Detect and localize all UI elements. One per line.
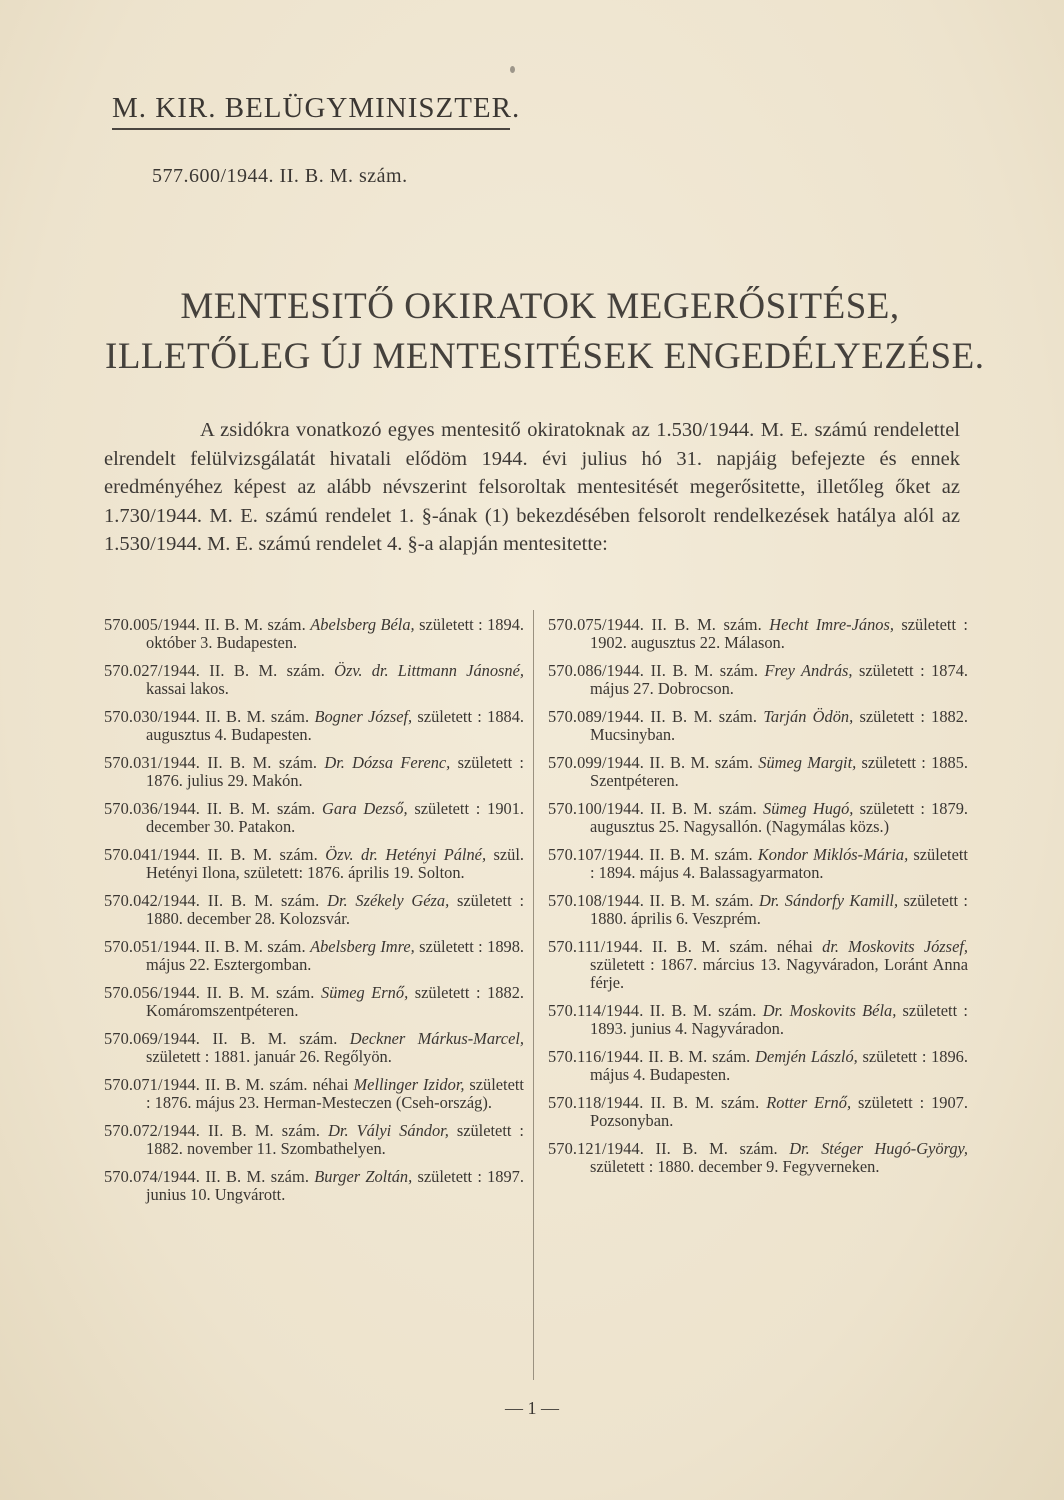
document-number: 577.600/1944. II. B. M. szám. — [152, 165, 408, 187]
column-divider — [533, 610, 534, 1380]
entry-details: született : 1893. junius 4. Nagyváradon. — [590, 1001, 968, 1039]
entry-details: született : 1880. április 6. Veszprém. — [590, 891, 968, 929]
entry-number: 570.116/1944. II. B. M. szám. — [548, 1047, 751, 1067]
entry-number: 570.107/1944. II. B. M. szám. — [548, 845, 753, 864]
entry-details: szül. Hetényi Ilona, született: 1876. április 19. Solton. — [146, 845, 525, 883]
entry-details: született : 1897. junius 10. Ungvárott. — [146, 1167, 524, 1205]
entry-details: született : 1876. május 23. Herman-Mesteczen (Cseh-ország). — [146, 1075, 524, 1113]
entry-details: született : 1880. december 9. Fegyverneken. — [590, 1157, 880, 1177]
entry-details: született : 1874. május 27. Dobrocson. — [590, 661, 968, 699]
ink-spot — [510, 66, 515, 73]
entry-name: Rotter Ernő, — [766, 1093, 852, 1113]
left-entry-column — [104, 616, 524, 1214]
registry-entry — [548, 616, 968, 652]
entry-number: 570.069/1944. II. B. M. szám. — [104, 1029, 338, 1048]
entry-number: 570.072/1944. II. B. M. szám. — [104, 1121, 321, 1140]
registry-entry — [548, 800, 968, 836]
entry-details: született : 1884. augusztus 4. Budapesten. — [146, 707, 525, 745]
entry-number: 570.086/1944. II. B. M. szám. — [548, 661, 759, 680]
entry-number: 570.089/1944. II. B. M. szám. — [548, 707, 758, 726]
intro-paragraph: A zsidókra vonatkozó egyes mentesitő okiratoknak az 1.530/1944. M. E. számú rendelettel elrendelt felülvizsgálatát hivatali elődöm 1944. évi julius hó 31. napjáig befejezte és ennek eredményéhez képest az alább névszerint felsoroltak mentesitését megerősitette, illetőleg őket az 1.730/1944. M. E. számú rendelet 1. §-ának (1) bekezdésében felsorolt rendelkezések hatálya alól az 1.530/1944. M. E. számú rendelet 4. §-a alapján mentesitette: — [104, 419, 960, 556]
entry-details: született : 1879. augusztus 25. Nagysallón. (Nagymálas közs.) — [590, 799, 968, 837]
entry-name: Burger Zoltán, — [314, 1167, 413, 1186]
entry-details: született : 1885. Szentpéteren. — [590, 753, 968, 791]
entry-name: Bogner József, — [314, 707, 413, 726]
entry-name: Demjén László, — [755, 1047, 858, 1067]
registry-entry — [104, 1122, 524, 1158]
entry-details: született : 1882. Komáromszentpéteren. — [146, 983, 524, 1021]
registry-entry — [104, 708, 524, 744]
registry-entry — [104, 892, 524, 928]
registry-entry — [548, 1002, 968, 1038]
entry-details: született : 1907. Pozsonyban. — [590, 1093, 968, 1131]
entry-number: 570.074/1944. II. B. M. szám. — [104, 1167, 310, 1186]
registry-entry — [548, 1140, 968, 1176]
entry-name: dr. Moskovits József, — [822, 937, 968, 956]
entry-name: Gara Dezső, — [322, 799, 408, 818]
registry-entry — [548, 662, 968, 698]
registry-entry — [104, 616, 524, 652]
right-entry-column — [548, 616, 968, 1186]
entry-details: született : 1882. Mucsinyban. — [590, 707, 968, 745]
entry-name: Tarján Ödön, — [763, 707, 854, 726]
registry-entry — [548, 1048, 968, 1084]
entry-name: Sümeg Hugó, — [763, 799, 854, 818]
registry-entry — [548, 846, 968, 882]
entry-name: Dr. Sándorfy Kamill, — [758, 891, 899, 910]
entry-number: 570.051/1944. II. B. M. szám. — [104, 937, 306, 956]
entry-details: született : 1901. december 30. Patakon. — [146, 799, 525, 837]
entry-details: született : 1881. január 26. Regőlyön. — [146, 1047, 392, 1067]
entry-name: Dr. Dózsa Ferenc, — [324, 753, 451, 772]
entry-number: 570.005/1944. II. B. M. szám. — [104, 615, 306, 634]
entry-name: Özv. dr. Littmann Jánosné, — [334, 661, 524, 680]
entry-name: Dr. Moskovits Béla, — [762, 1001, 897, 1021]
entry-name: Sümeg Margit, — [758, 753, 857, 772]
entry-details: született : 1894. május 4. Balassagyarmaton. — [590, 845, 968, 883]
entry-details: született : 1867. március 13. Nagyváradon, Loránt Anna férje. — [590, 955, 968, 993]
entry-details: született : 1902. augusztus 22. Málason. — [590, 615, 968, 653]
registry-entry — [104, 662, 524, 698]
entry-number: 570.114/1944. II. B. M. szám. — [548, 1001, 757, 1021]
entry-number: 570.100/1944. II. B. M. szám. — [548, 799, 757, 818]
entry-number: 570.027/1944. II. B. M. szám. — [104, 661, 325, 680]
entry-details: született : 1882. november 11. Szombathelyen. — [146, 1121, 524, 1159]
registry-entry — [548, 892, 968, 928]
entry-name: Özv. dr. Hetényi Pálné, — [325, 845, 487, 864]
entry-number: 570.030/1944. II. B. M. szám. — [104, 707, 310, 726]
entry-number: 570.041/1944. II. B. M. szám. — [104, 845, 318, 864]
heading-underline — [112, 128, 510, 130]
entry-name: Dr. Vályi Sándor, — [328, 1121, 449, 1140]
entry-name: Dr. Stéger Hugó-György, — [789, 1139, 969, 1159]
registry-entry — [548, 1094, 968, 1130]
entry-details: született : 1894. október 3. Budapesten. — [146, 615, 524, 653]
entry-details: született : 1896. május 4. Budapesten. — [590, 1047, 968, 1085]
entry-details: született : 1880. december 28. Kolozsvár. — [146, 891, 524, 929]
entry-number: 570.075/1944. II. B. M. szám. — [548, 615, 762, 634]
title-line-1: MENTESITŐ OKIRATOK MEGERŐSITÉSE, — [180, 286, 900, 327]
entry-number: 570.036/1944. II. B. M. szám. — [104, 799, 316, 818]
entry-details: kassai lakos. — [146, 679, 229, 699]
entry-number: 570.042/1944. II. B. M. szám. — [104, 891, 320, 910]
entry-name: Kondor Miklós-Mária, — [757, 845, 909, 864]
entry-name: Deckner Márkus-Marcel, — [349, 1029, 524, 1048]
registry-entry — [104, 938, 524, 974]
registry-entry — [104, 984, 524, 1020]
page-number: — 1 — — [505, 1398, 559, 1418]
registry-entry — [104, 754, 524, 790]
entry-name: Abelsberg Imre, — [310, 937, 415, 956]
entry-number: 570.099/1944. II. B. M. szám. — [548, 753, 754, 772]
entry-number: 570.121/1944. II. B. M. szám. — [548, 1139, 778, 1159]
registry-entry — [548, 938, 968, 993]
entry-number: 570.056/1944. II. B. M. szám. — [104, 983, 315, 1002]
registry-entry — [104, 1076, 524, 1112]
ministry-heading: M. KIR. BELÜGYMINISZTER. — [112, 92, 521, 124]
title-line-2: ILLETŐLEG ÚJ MENTESITÉSEK ENGEDÉLYEZÉSE. — [105, 336, 985, 377]
registry-entry — [104, 1168, 524, 1204]
registry-entry — [548, 754, 968, 790]
registry-entry — [104, 800, 524, 836]
entry-name: Abelsberg Béla, — [310, 615, 415, 634]
registry-entry — [104, 846, 524, 882]
entry-number: 570.031/1944. II. B. M. szám. — [104, 753, 318, 772]
registry-entry — [548, 708, 968, 744]
entry-number: 570.111/1944. II. B. M. szám. néhai — [548, 937, 813, 956]
entry-name: Sümeg Ernő, — [321, 983, 409, 1002]
registry-entry — [104, 1030, 524, 1066]
entry-details: született : 1898. május 22. Esztergomban. — [146, 937, 525, 975]
entry-number: 570.118/1944. II. B. M. szám. — [548, 1093, 760, 1113]
entry-name: Dr. Székely Géza, — [327, 891, 450, 910]
entry-number: 570.108/1944. II. B. M. szám. — [548, 891, 754, 910]
entry-name: Hecht Imre-János, — [769, 615, 894, 634]
entry-details: született : 1876. julius 29. Makón. — [146, 753, 524, 791]
document-title — [105, 282, 985, 382]
entry-number: 570.071/1944. II. B. M. szám. néhai — [104, 1075, 349, 1094]
entry-name: Frey András, — [764, 661, 853, 680]
entry-name: Mellinger Izidor, — [353, 1075, 465, 1094]
